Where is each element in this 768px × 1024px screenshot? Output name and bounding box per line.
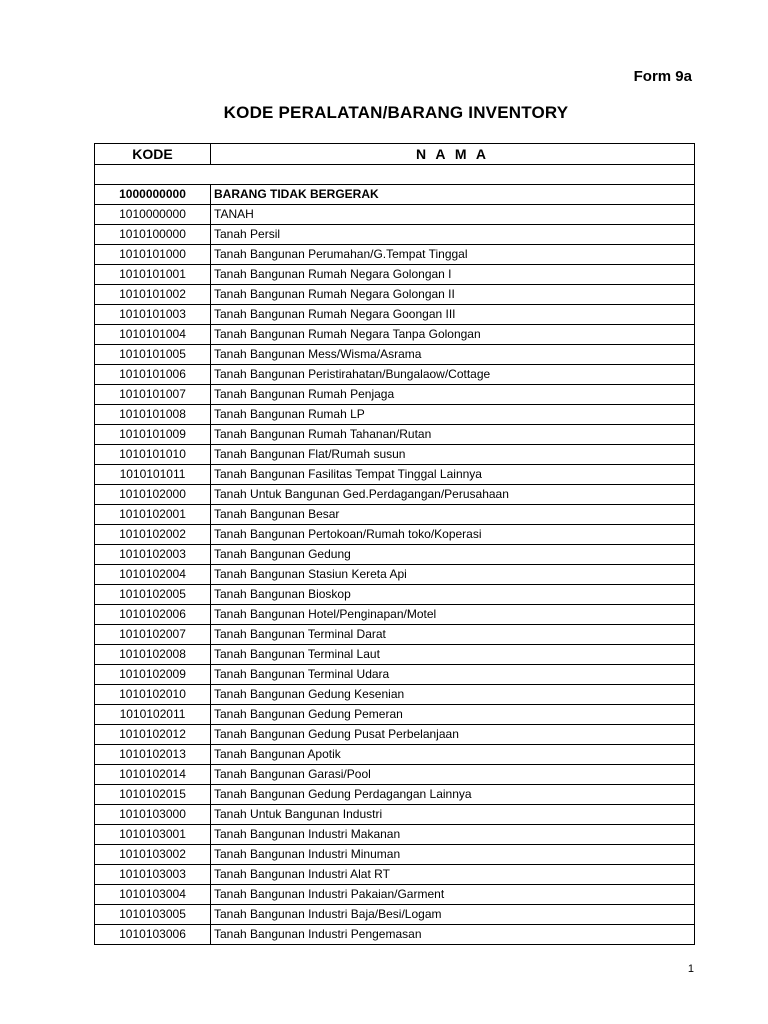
blank-row xyxy=(95,165,695,185)
form-number: Form 9a xyxy=(633,68,692,85)
table-row xyxy=(95,545,695,565)
table-row xyxy=(95,745,695,765)
nama-cell: Tanah Bangunan Besar xyxy=(211,505,695,525)
table-row xyxy=(95,225,695,245)
kode-cell: 1010102008 xyxy=(95,645,211,665)
kode-cell: 1010103003 xyxy=(95,865,211,885)
kode-cell: 1010102014 xyxy=(95,765,211,785)
table-row xyxy=(95,585,695,605)
nama-cell: TANAH xyxy=(211,205,695,225)
nama-cell: Tanah Bangunan Gedung Pemeran xyxy=(211,705,695,725)
table-row xyxy=(95,485,695,505)
nama-cell: Tanah Bangunan Mess/Wisma/Asrama xyxy=(211,345,695,365)
nama-cell: BARANG TIDAK BERGERAK xyxy=(211,185,695,205)
nama-cell: Tanah Bangunan Fasilitas Tempat Tinggal Lainnya xyxy=(211,465,695,485)
nama-cell: Tanah Bangunan Terminal Udara xyxy=(211,665,695,685)
kode-cell: 1010103005 xyxy=(95,905,211,925)
table-row xyxy=(95,825,695,845)
nama-cell: Tanah Bangunan Industri Pakaian/Garment xyxy=(211,885,695,905)
table-row xyxy=(95,625,695,645)
kode-cell: 1010101008 xyxy=(95,405,211,425)
column-header-nama: N A M A xyxy=(211,144,695,165)
kode-cell: 1010103006 xyxy=(95,925,211,945)
nama-cell: Tanah Bangunan Gedung Pusat Perbelanjaan xyxy=(211,725,695,745)
nama-cell: Tanah Bangunan Gedung Perdagangan Lainnya xyxy=(211,785,695,805)
kode-cell: 1010102006 xyxy=(95,605,211,625)
page-title: KODE PERALATAN/BARANG INVENTORY xyxy=(223,103,569,122)
kode-cell: 1010102003 xyxy=(95,545,211,565)
page-number: 1 xyxy=(687,963,694,975)
nama-cell: Tanah Bangunan Hotel/Penginapan/Motel xyxy=(211,605,695,625)
table-row xyxy=(95,765,695,785)
kode-cell: 1010101000 xyxy=(95,245,211,265)
table-row xyxy=(95,365,695,385)
nama-cell: Tanah Bangunan Industri Alat RT xyxy=(211,865,695,885)
nama-cell: Tanah Bangunan Rumah Negara Goongan III xyxy=(211,305,695,325)
inventory-table xyxy=(94,143,695,945)
kode-cell: 1010103004 xyxy=(95,885,211,905)
nama-cell: Tanah Bangunan Rumah LP xyxy=(211,405,695,425)
nama-cell: Tanah Untuk Bangunan Ged.Perdagangan/Perusahaan xyxy=(211,485,695,505)
table-header-row xyxy=(95,144,695,165)
table-row xyxy=(95,605,695,625)
kode-cell: 1010101004 xyxy=(95,325,211,345)
table-row xyxy=(95,405,695,425)
nama-cell: Tanah Bangunan Industri Baja/Besi/Logam xyxy=(211,905,695,925)
table-row xyxy=(95,465,695,485)
nama-cell: Tanah Bangunan Industri Makanan xyxy=(211,825,695,845)
table-row xyxy=(95,505,695,525)
table-row xyxy=(95,565,695,585)
nama-cell: Tanah Bangunan Peristirahatan/Bungalaow/Cottage xyxy=(211,365,695,385)
table-row xyxy=(95,905,695,925)
kode-cell: 1010101009 xyxy=(95,425,211,445)
nama-cell: Tanah Persil xyxy=(211,225,695,245)
nama-cell: Tanah Bangunan Gedung Kesenian xyxy=(211,685,695,705)
kode-cell: 1010100000 xyxy=(95,225,211,245)
table-row xyxy=(95,865,695,885)
kode-cell: 1010102009 xyxy=(95,665,211,685)
kode-cell: 1010102007 xyxy=(95,625,211,645)
kode-cell: 1010000000 xyxy=(95,205,211,225)
blank-cell xyxy=(95,165,695,185)
column-header-kode: KODE xyxy=(95,144,211,165)
table-row xyxy=(95,205,695,225)
table-row xyxy=(95,705,695,725)
nama-cell: Tanah Bangunan Terminal Laut xyxy=(211,645,695,665)
kode-cell: 1010101001 xyxy=(95,265,211,285)
table-row xyxy=(95,425,695,445)
kode-cell: 1010102004 xyxy=(95,565,211,585)
nama-cell: Tanah Bangunan Garasi/Pool xyxy=(211,765,695,785)
table-row xyxy=(95,325,695,345)
kode-cell: 1010102005 xyxy=(95,585,211,605)
kode-cell: 1010101002 xyxy=(95,285,211,305)
table-row xyxy=(95,245,695,265)
table-row xyxy=(95,385,695,405)
kode-cell: 1010102012 xyxy=(95,725,211,745)
nama-cell: Tanah Bangunan Flat/Rumah susun xyxy=(211,445,695,465)
nama-cell: Tanah Bangunan Rumah Negara Golongan II xyxy=(211,285,695,305)
table-row xyxy=(95,645,695,665)
kode-cell: 1010103000 xyxy=(95,805,211,825)
table-row xyxy=(95,885,695,905)
kode-cell: 1010101006 xyxy=(95,365,211,385)
kode-cell: 1010102001 xyxy=(95,505,211,525)
table-row xyxy=(95,685,695,705)
table-row xyxy=(95,445,695,465)
kode-cell: 1010102010 xyxy=(95,685,211,705)
nama-cell: Tanah Bangunan Rumah Negara Tanpa Golongan xyxy=(211,325,695,345)
kode-cell: 1010101007 xyxy=(95,385,211,405)
nama-cell: Tanah Bangunan Industri Pengemasan xyxy=(211,925,695,945)
nama-cell: Tanah Bangunan Industri Minuman xyxy=(211,845,695,865)
nama-cell: Tanah Bangunan Rumah Negara Golongan I xyxy=(211,265,695,285)
nama-cell: Tanah Bangunan Stasiun Kereta Api xyxy=(211,565,695,585)
kode-cell: 1010101011 xyxy=(95,465,211,485)
kode-cell: 1000000000 xyxy=(95,185,211,205)
nama-cell: Tanah Bangunan Apotik xyxy=(211,745,695,765)
kode-cell: 1010103001 xyxy=(95,825,211,845)
kode-cell: 1010103002 xyxy=(95,845,211,865)
table-row xyxy=(95,785,695,805)
kode-cell: 1010101010 xyxy=(95,445,211,465)
nama-cell: Tanah Bangunan Rumah Penjaga xyxy=(211,385,695,405)
table-row xyxy=(95,805,695,825)
table-row xyxy=(95,845,695,865)
table-row xyxy=(95,665,695,685)
nama-cell: Tanah Bangunan Pertokoan/Rumah toko/Koperasi xyxy=(211,525,695,545)
nama-cell: Tanah Bangunan Gedung xyxy=(211,545,695,565)
table-row xyxy=(95,305,695,325)
kode-cell: 1010102002 xyxy=(95,525,211,545)
table-row xyxy=(95,925,695,945)
kode-cell: 1010102013 xyxy=(95,745,211,765)
table-row xyxy=(95,185,695,205)
kode-cell: 1010101003 xyxy=(95,305,211,325)
nama-cell: Tanah Bangunan Terminal Darat xyxy=(211,625,695,645)
table-row xyxy=(95,725,695,745)
table-row xyxy=(95,525,695,545)
kode-cell: 1010102015 xyxy=(95,785,211,805)
table-row xyxy=(95,345,695,365)
kode-cell: 1010101005 xyxy=(95,345,211,365)
table-row xyxy=(95,285,695,305)
table-row xyxy=(95,265,695,285)
nama-cell: Tanah Bangunan Perumahan/G.Tempat Tinggal xyxy=(211,245,695,265)
kode-cell: 1010102000 xyxy=(95,485,211,505)
nama-cell: Tanah Bangunan Rumah Tahanan/Rutan xyxy=(211,425,695,445)
nama-cell: Tanah Untuk Bangunan Industri xyxy=(211,805,695,825)
nama-cell: Tanah Bangunan Bioskop xyxy=(211,585,695,605)
kode-cell: 1010102011 xyxy=(95,705,211,725)
